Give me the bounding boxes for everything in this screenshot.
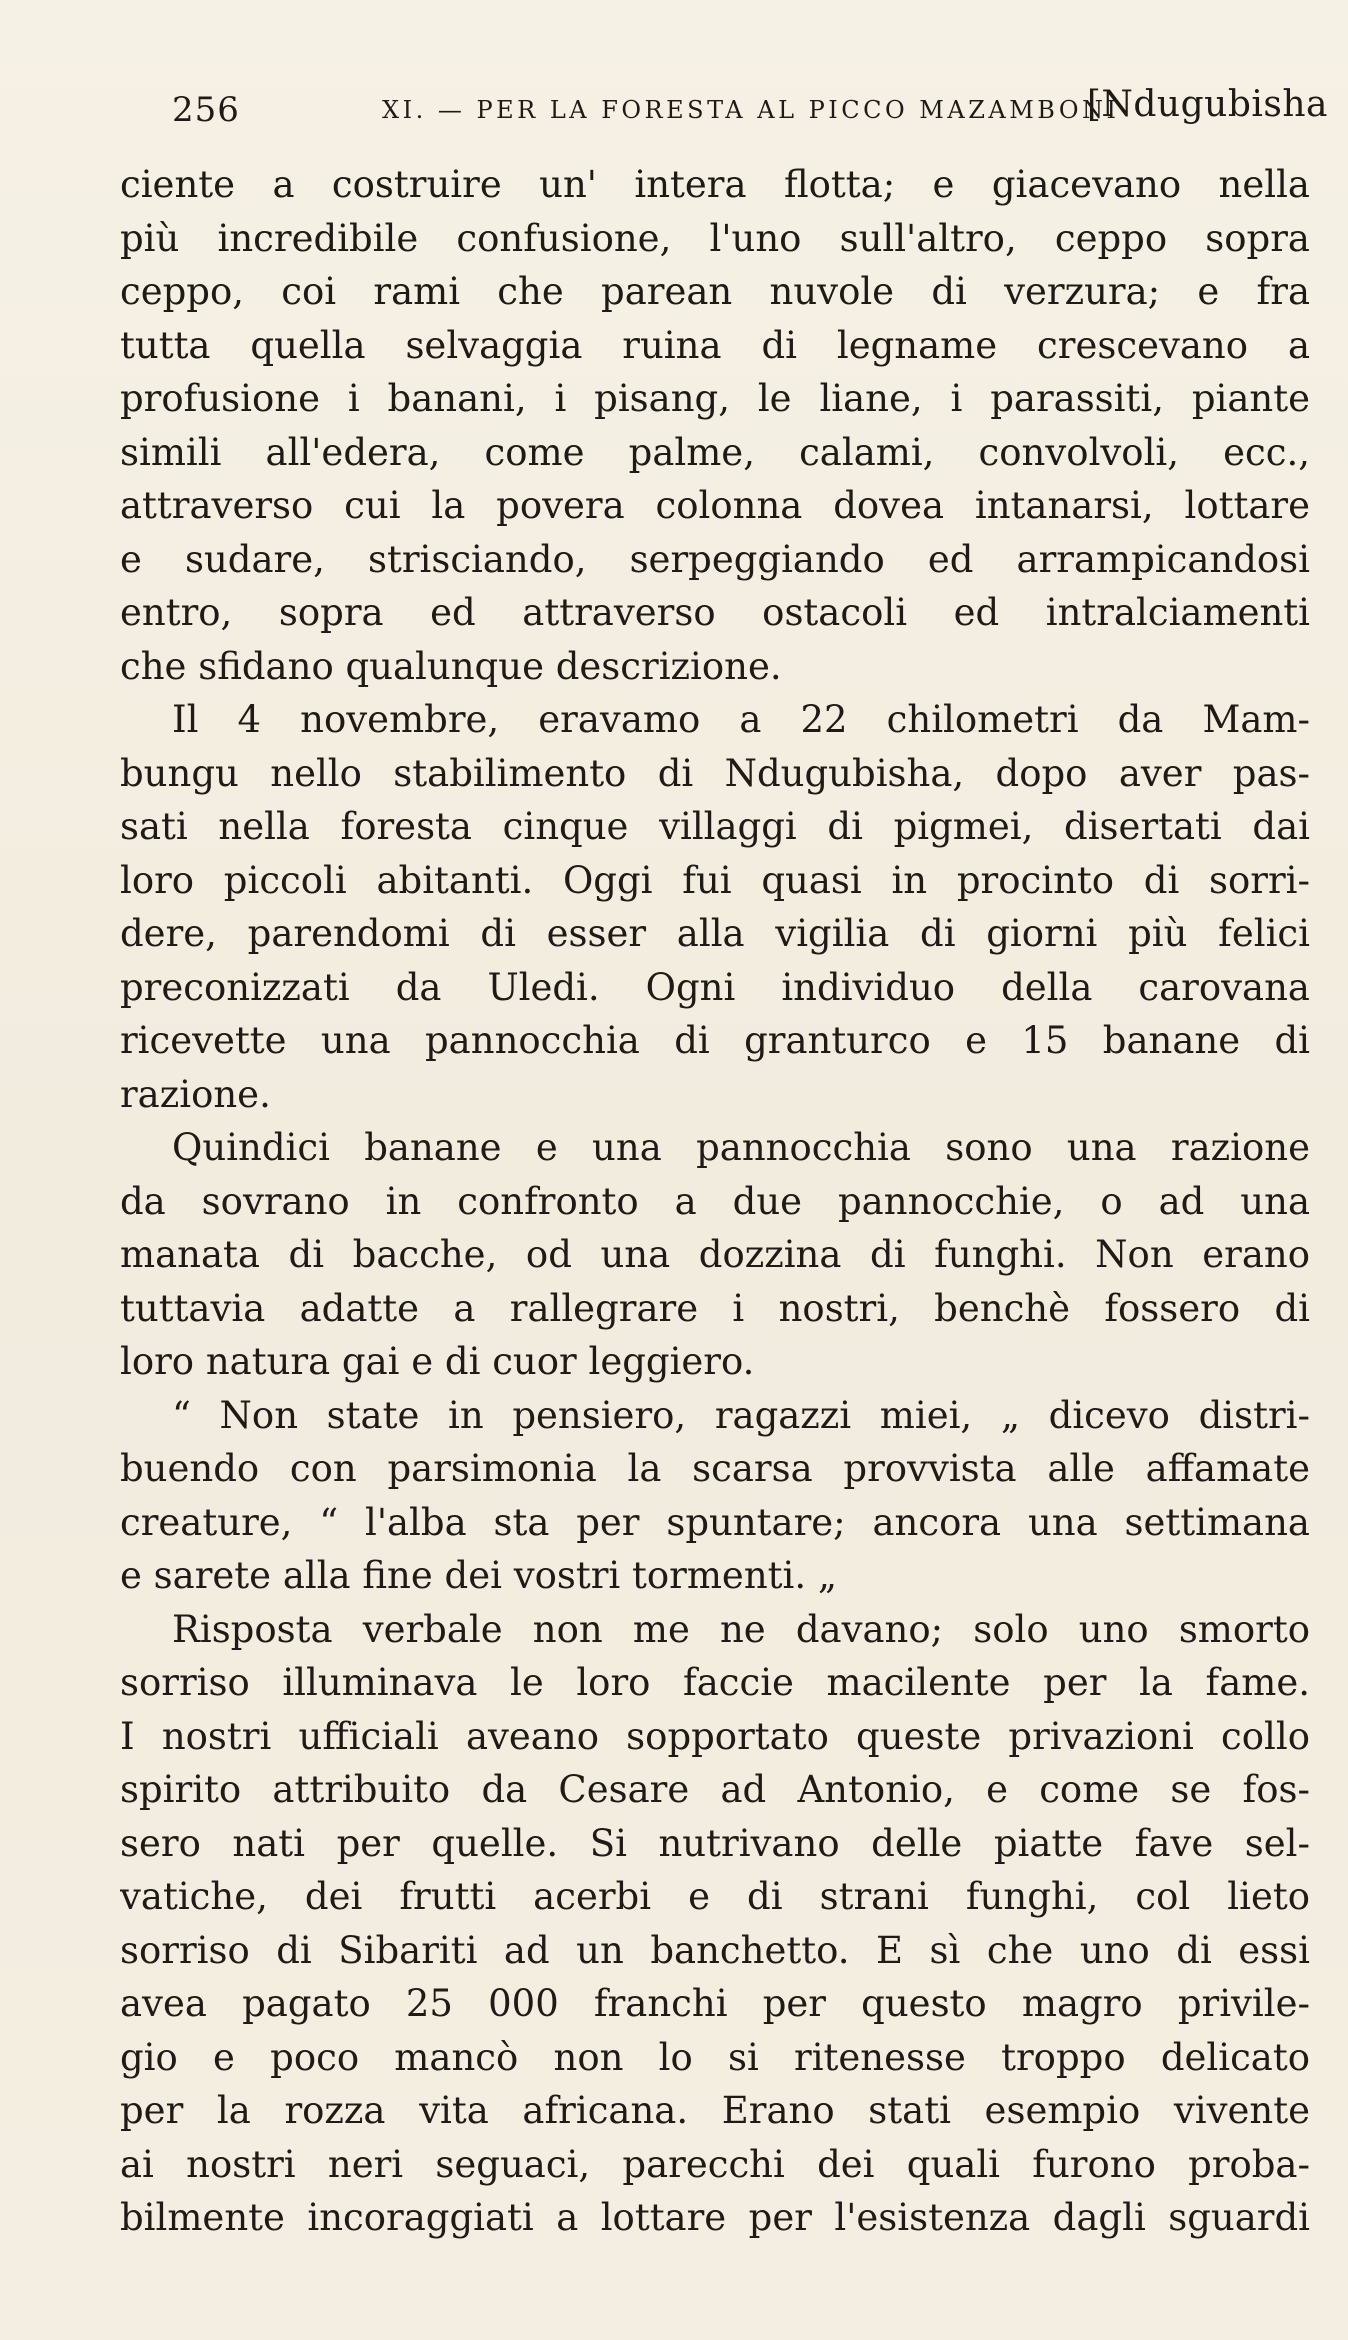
page-number: 256 <box>172 90 240 130</box>
paragraph-start: Quindici banane e una pannocchia sono una razione <box>172 1126 1310 1169</box>
text-line: avea pagato 25 000 franchi per questo magro privile- <box>120 1982 1310 2025</box>
text-line: simili all'edera, come palme, calami, convolvoli, ecc., <box>120 430 1310 474</box>
body-text <box>120 158 1310 2245</box>
text-line: sorriso di Sibariti ad un banchetto. E sì che uno di essi <box>120 1928 1310 1972</box>
text-line: profusione i banani, i pisang, le liane, i parassiti, piante <box>120 377 1310 420</box>
text-line: più incredibile confusione, l'uno sull'altro, ceppo sopra <box>120 216 1310 260</box>
chapter-title: XI. — PER LA FORESTA AL PICCO MAZAMBONI <box>382 96 1120 124</box>
text-line: da sovrano in confronto a due pannocchie, o ad una <box>120 1179 1310 1223</box>
text-line: I nostri ufficiali aveano sopportato queste privazioni collo <box>120 1714 1310 1758</box>
text-line: creature, “ l'alba sta per spuntare; ancora una settimana <box>120 1500 1310 1544</box>
text-line: ciente a costruire un' intera flotta; e giacevano nella <box>120 163 1310 206</box>
text-line: buendo con parsimonia la scarsa provvista alle affamate <box>120 1447 1310 1490</box>
text-line: loro piccoli abitanti. Oggi fui quasi in procinto di sorri- <box>120 858 1310 902</box>
text-line: tuttavia adatte a rallegrare i nostri, benchè fossero di <box>120 1286 1310 1330</box>
paragraph-start: Risposta verbale non me ne davano; solo uno smorto <box>172 1607 1310 1651</box>
running-head <box>172 84 1328 132</box>
text-line: spirito attribuito da Cesare ad Antonio, e come se fos- <box>120 1768 1310 1811</box>
text-line: tutta quella selvaggia ruina di legname crescevano a <box>120 323 1310 367</box>
text-line: manata di bacche, od una dozzina di funghi. Non erano <box>120 1233 1310 1276</box>
text-line: loro natura gai e di cuor leggiero. <box>120 1340 755 1383</box>
text-line: sorriso illuminava le loro faccie macilente per la fame. <box>120 1661 1310 1704</box>
text-line: entro, sopra ed attraverso ostacoli ed intralciamenti <box>120 591 1310 634</box>
text-line: che sfidano qualunque descrizione. <box>120 644 782 688</box>
paragraph-start: “ Non state in pensiero, ragazzi miei, „ dicevo distri- <box>172 1393 1310 1437</box>
text-line: sero nati per quelle. Si nutrivano delle piatte fave sel- <box>120 1821 1310 1865</box>
text-line: ceppo, coi rami che parean nuvole di verzura; e fra <box>120 270 1310 313</box>
text-line: bilmente incoraggiati a lottare per l'esistenza dagli sguardi <box>120 2196 1310 2239</box>
text-line: vatiche, dei frutti acerbi e di strani funghi, col lieto <box>120 1875 1310 1918</box>
paragraph-start: Il 4 novembre, eravamo a 22 chilometri da Mam- <box>172 698 1310 741</box>
text-line: gio e poco mancò non lo si ritenesse troppo delicato <box>120 2035 1310 2079</box>
text-line: preconizzati da Uledi. Ogni individuo della carovana <box>120 965 1310 1009</box>
text-line: bungu nello stabilimento di Ndugubisha, dopo aver pas- <box>120 751 1310 795</box>
text-line: razione. <box>120 1072 271 1116</box>
text-line: ai nostri neri seguaci, parecchi dei quali furono proba- <box>120 2142 1310 2186</box>
text-line: sati nella foresta cinque villaggi di pigmei, disertati dai <box>120 805 1310 848</box>
text-line: attraverso cui la povera colonna dovea intanarsi, lottare <box>120 484 1310 527</box>
text-line: ricevette una pannocchia di granturco e 15 banane di <box>120 1019 1310 1062</box>
section-tag: [Ndugubisha <box>1086 84 1328 125</box>
text-line: per la rozza vita africana. Erano stati esempio vivente <box>120 2089 1310 2132</box>
text-line: e sarete alla fine dei vostri tormenti. „ <box>120 1554 838 1597</box>
text-line: e sudare, strisciando, serpeggiando ed arrampicandosi <box>120 537 1310 581</box>
text-line: dere, parendomi di esser alla vigilia di giorni più felici <box>120 912 1310 955</box>
